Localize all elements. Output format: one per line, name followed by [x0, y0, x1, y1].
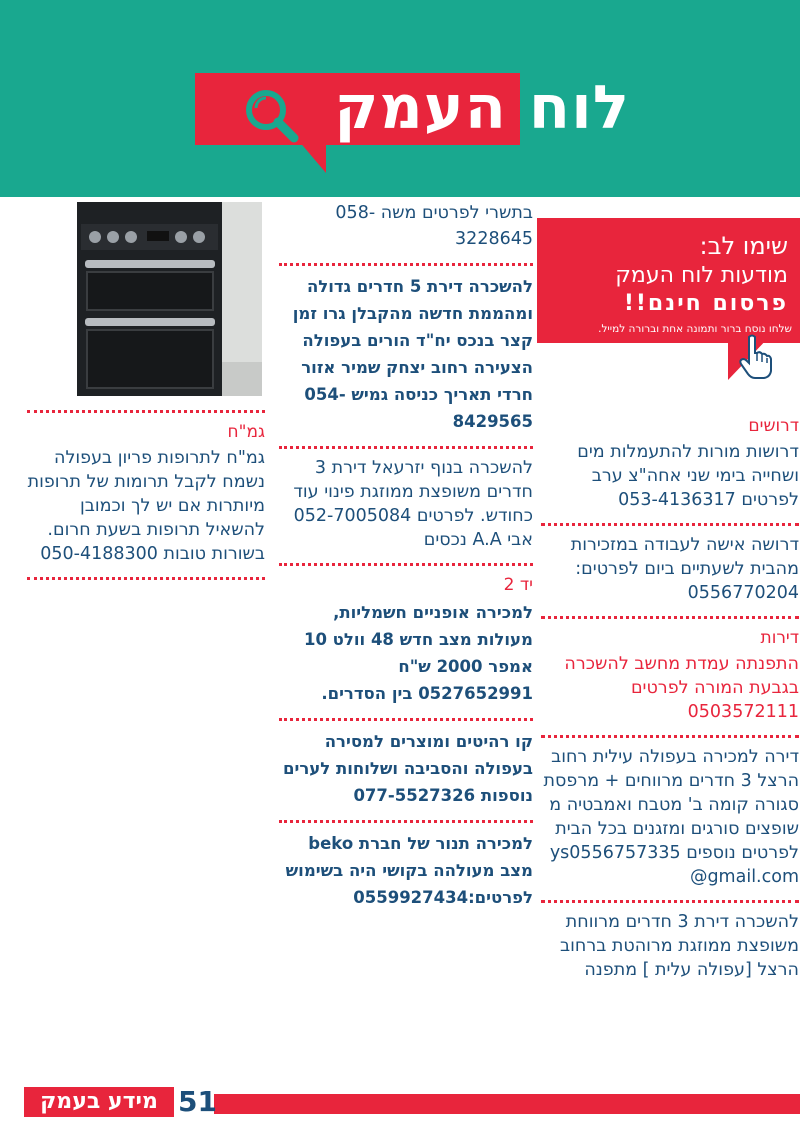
notice-box	[537, 218, 800, 343]
ad-apartment-sale-herzl: דירה למכירה בעפולה עילית רחוב הרצל 3 חדרים מרווחים + מרפסת סגורה קומה ב' מטבח ואמבטיה משופצים סורגים ומזגנים בכל הבית לפרטים נוספים ys0556757335@gmail.com	[543, 747, 799, 887]
ad-continued-moshe: בתשרי לפרטים משה -058 3228645	[335, 203, 533, 249]
middle-column	[279, 198, 533, 917]
divider	[541, 735, 799, 738]
oven-illustration	[77, 202, 262, 396]
ad-apartment-rent-herzl: להשכרה דירת 3 חדרים מרווחת משופצת ממוזגת מרוהטת ברחוב הרצל [עפולה עלית ] מתפנה	[560, 912, 799, 980]
divider	[279, 718, 533, 721]
divider	[27, 410, 265, 413]
footer-bar	[214, 1094, 800, 1114]
divider	[541, 523, 799, 526]
page-title: לוח העמק	[334, 73, 630, 143]
ad-computer-station: התפנתה עמדת מחשב להשכרה בגבעת המורה לפרטים 0503572111	[564, 654, 799, 722]
divider	[279, 263, 533, 266]
divider	[279, 563, 533, 566]
divider	[279, 446, 533, 449]
pointing-hand-icon	[737, 333, 773, 379]
ad-beko-oven: למכירה תנור של חברת beko מצב מעולהה בקושי היה בשימוש לפרטים:0559927434	[285, 834, 533, 907]
divider	[279, 820, 533, 823]
oven-photo	[77, 202, 262, 396]
left-column	[27, 405, 265, 585]
footer-logo: מידע בעמק	[24, 1087, 174, 1117]
notice-subtitle: מודעות לוח העמק	[615, 263, 788, 288]
notice-instructions: שלחו נוסח ברור ותמונה אחת וברורה למייל.	[598, 323, 792, 335]
ad-fertility-medicine-gemach: גמ"ח לתרופות פריון בעפולה נשמח לקבל תרומות של תרופות מיותרות אם יש לך וכמובן להשאיל תרופות בשעת חרום. בשורות טובות 050-4188300	[27, 448, 265, 564]
divider	[541, 900, 799, 903]
ad-secretary: דרושה אישה לעבודה במזכירות מהבית לשעתיים ביום לפרטים: 0556770204	[570, 535, 799, 603]
search-icon	[238, 84, 302, 148]
ad-electric-bikes: למכירה אופניים חשמליות, מעולות מצב חדש 48 וולט 10 אמפר 2000 ש"ח 0527652991 בין הסדרים.	[303, 603, 533, 703]
notice-free-text: פרסום חינם!!	[623, 291, 788, 316]
ad-apartment-5-rooms: להשכרה דירת 5 חדרים גדולה ומהממת חדשה מהקבלן גרו זמן קצר בנכס יח"ד הורים בעפולה הצעירה רחוב יצחק שמיר אזור חרדי תאריך כניסה גמיש 054-8429565	[292, 277, 533, 431]
section-title-apartments: דירות	[760, 628, 799, 648]
divider	[27, 577, 265, 580]
section-title-wanted: דרושים	[748, 416, 799, 436]
divider	[541, 616, 799, 619]
ad-swimming-teachers: דרושות מורות להתעמלות מים ושחייה בימי שני אחה"צ ערב לפרטים 053-4136317	[577, 442, 799, 510]
right-column	[541, 412, 799, 988]
notice-title: שימו לב:	[699, 232, 788, 260]
ad-nof-yizrael: להשכרה בנוף יזרעאל דירת 3 חדרים משופצת ממוזגת פינוי עוד כחודש. לפרטים 052-7005084 אבי A.A נכסים	[293, 458, 533, 550]
section-title-gemach: גמ"ח	[227, 422, 265, 442]
page-number: 51	[178, 1085, 217, 1118]
title-bubble-tail	[298, 140, 326, 173]
section-title-second-hand: יד 2	[503, 575, 533, 595]
ad-furniture-donation: קו רהיטים ומוצרים למסירה בעפולה והסביבה ושלוחות לערים נוספות 077-5527326	[283, 732, 533, 805]
